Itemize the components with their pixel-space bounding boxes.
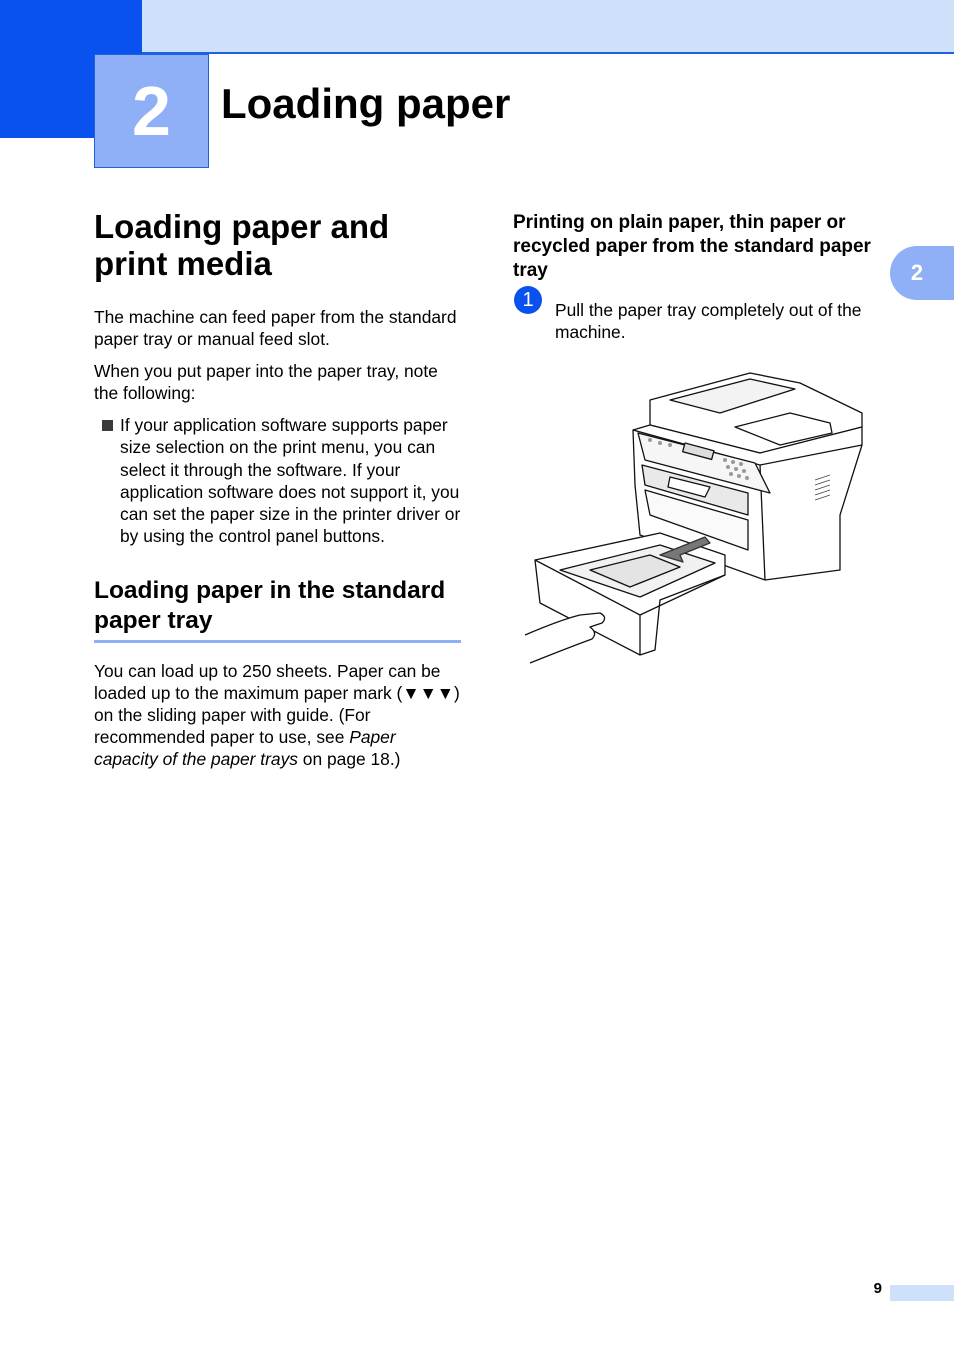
capacity-text-b: ) on the sliding paper with guide. (For recommended paper to use, see	[94, 682, 460, 747]
capacity-text-a: You can load up to 250 sheets. Paper can be loaded up to the maximum paper mark (	[94, 660, 441, 703]
side-tab-number: 2	[910, 260, 924, 285]
step-item	[513, 289, 885, 343]
page-number: 9	[873, 1280, 882, 1297]
right-column	[513, 211, 885, 343]
chapter-title: Loading paper	[221, 80, 511, 127]
section-heading: Loading paper and print media	[94, 208, 390, 282]
chapter-number: 2	[132, 72, 171, 150]
cross-reference-link[interactable]: Paper capacity of the paper trays	[94, 726, 396, 769]
bullet-text: If your application software supports paper size selection on the print menu, you can select it through the software. If your application software does not support it, you can set the paper size in the printer driver or by using the control panel buttons.	[120, 415, 461, 547]
square-bullet-icon	[102, 420, 113, 431]
chapter-side-tab	[890, 246, 954, 300]
step-number-badge: 1	[514, 286, 542, 314]
subsection-heading: Loading paper in the standard paper tray	[94, 576, 461, 643]
intro-paragraph: The machine can feed paper from the standard paper tray or manual feed slot.	[94, 307, 457, 349]
procedure-heading: Printing on plain paper, thin paper or recycled paper from the standard paper tray	[513, 212, 871, 281]
bullet-item	[94, 414, 461, 548]
chapter-number-box	[94, 54, 209, 168]
printer-tray-illustration	[520, 365, 865, 670]
note-paragraph: When you put paper into the paper tray, note the following:	[94, 361, 438, 403]
left-column	[94, 208, 461, 780]
capacity-text-c: on page 18.)	[297, 748, 401, 769]
header-band	[0, 0, 954, 54]
page-number-bar	[890, 1285, 954, 1301]
step-text: Pull the paper tray completely out of the machine.	[555, 300, 862, 342]
capacity-paragraph	[94, 660, 461, 770]
max-paper-mark: ▼▼▼	[402, 682, 454, 703]
